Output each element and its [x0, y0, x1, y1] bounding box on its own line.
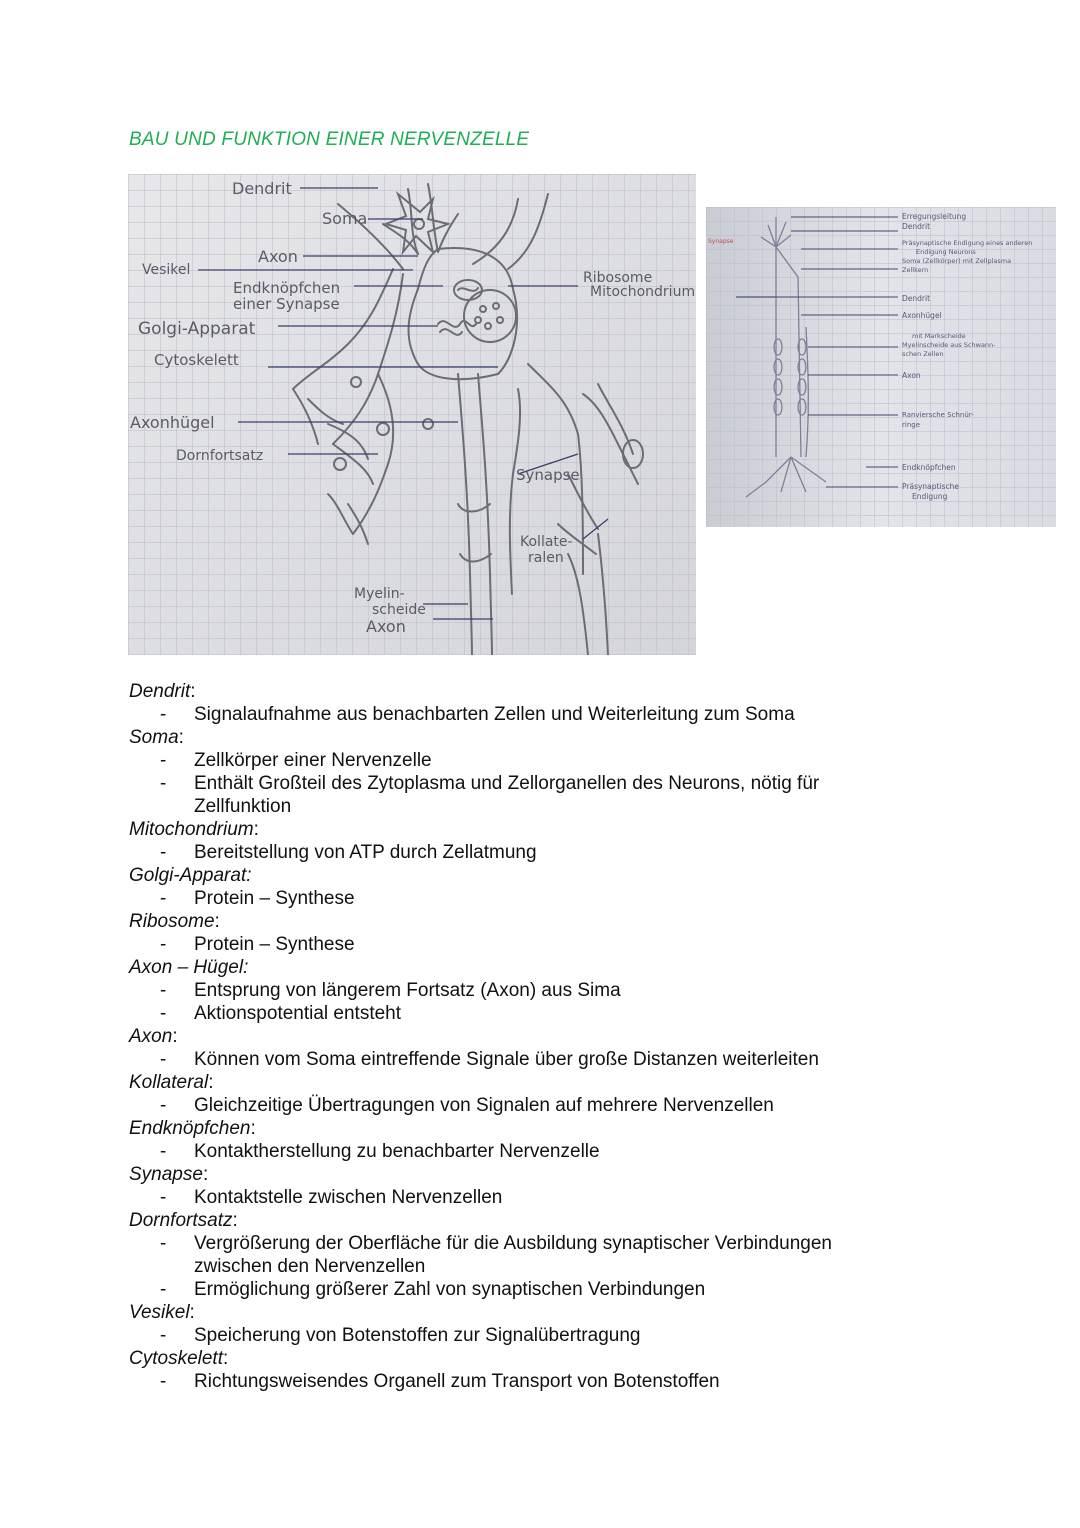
glossary-item: - Signalaufnahme aus benachbarten Zellen und Weiterleitung zum Soma [160, 704, 795, 725]
glossary-item: - Aktionspotential entsteht [160, 1003, 402, 1024]
label-golgi: Golgi-Apparat [138, 319, 256, 339]
label-endknoepfchen-2: einer Synapse [233, 295, 340, 313]
glossary-item: - Kontaktstelle zwischen Nervenzellen [160, 1187, 503, 1208]
label-cytoskelett: Cytoskelett [154, 351, 239, 369]
side-label-mark-3: schen Zellen [902, 350, 944, 358]
glossary-item: - Gleichzeitige Übertragungen von Signalen auf mehrere Nervenzellen [160, 1095, 774, 1116]
glossary-term: Endknöpfchen: [129, 1118, 256, 1139]
glossary-item: - Richtungsweisendes Organell zum Transport von Botenstoffen [160, 1371, 720, 1392]
label-axon-bottom: Axon [366, 617, 406, 636]
glossary-notes [129, 680, 989, 1393]
glossary-term: Golgi-Apparat: [129, 865, 252, 886]
glossary-term: Dendrit: [129, 681, 196, 702]
glossary-term: Synapse: [129, 1164, 209, 1185]
glossary-term: Mitochondrium: [129, 819, 259, 840]
label-mitochondrium: Mitochondrium [590, 284, 696, 300]
glossary-item: - Vergrößerung der Oberfläche für die Ausbildung synaptischer Verbindungen zwischen den Nervenzellen [160, 1233, 832, 1277]
glossary-term: Dornfortsatz: [129, 1210, 238, 1231]
side-label-zellkern: Zellkern [902, 266, 929, 274]
glossary-term: Axon – Hügel: [129, 957, 249, 978]
label-axon-top: Axon [258, 247, 298, 266]
glossary-item: - Entsprung von längerem Fortsatz (Axon) aus Sima [160, 980, 621, 1001]
page-title: BAU UND FUNKTION EINER NERVENZELLE [129, 129, 530, 150]
label-dendrit: Dendrit [232, 179, 292, 198]
side-label-ranvier-2: ringe [902, 421, 921, 429]
side-label-ranvier-1: Ranviersche Schnür- [902, 411, 974, 419]
glossary-item: - Bereitstellung von ATP durch Zellatmung [160, 842, 537, 863]
label-dornfortsatz: Dornfortsatz [176, 448, 264, 464]
neuron-schema-photo [706, 207, 1056, 527]
glossary-term: Soma: [129, 727, 184, 748]
glossary-item: - Protein – Synthese [160, 934, 355, 955]
glossary-item: - Enthält Großteil des Zytoplasma und Zellorganellen des Neurons, nötig für Zellfunktion [160, 773, 820, 817]
side-label-axon: Axon [902, 371, 921, 380]
side-label-erregung-2: Dendrit [902, 222, 931, 231]
label-endknoepfchen-1: Endknöpfchen [233, 279, 341, 297]
side-label-endknoepfchen: Endknöpfchen [902, 463, 956, 472]
label-soma: Soma [322, 209, 368, 228]
side-label-post-2: Endigung [912, 492, 948, 501]
label-myelin-1: Myelin- [354, 586, 405, 602]
glossary-term: Ribosome: [129, 911, 220, 932]
label-synapse: Synapse [516, 466, 580, 484]
glossary-term: Axon: [129, 1026, 178, 1047]
glossary-term: Vesikel: [129, 1302, 195, 1323]
label-vesikel: Vesikel [142, 262, 191, 278]
glossary-item: - Protein – Synthese [160, 888, 355, 909]
side-label-praesyn-1: Präsynaptische Endigung eines anderen [902, 239, 1033, 247]
label-myelin-2: scheide [372, 602, 426, 618]
glossary-item: - Speicherung von Botenstoffen zur Signalübertragung [160, 1325, 641, 1346]
side-label-praesyn-2: Endigung Neurons [916, 248, 976, 256]
neuron-drawing-photo [128, 174, 696, 655]
side-label-mark-1: mit Markscheide [912, 332, 966, 340]
glossary-term: Kollateral: [129, 1072, 214, 1093]
label-kollaterale-1: Kollate- [520, 534, 573, 550]
glossary-item: - Zellkörper einer Nervenzelle [160, 750, 432, 771]
side-label-mark-2: Myelinscheide aus Schwann- [902, 341, 996, 349]
side-label-axonhuegel: Axonhügel [902, 311, 942, 320]
label-kollaterale-2: ralen [528, 550, 564, 566]
side-label-soma: Soma (Zellkörper) mit Zellplasma [902, 257, 1012, 265]
glossary-item: - Ermöglichung größerer Zahl von synaptischen Verbindungen [160, 1279, 706, 1300]
label-ribosome: Ribosome [583, 270, 653, 286]
glossary-term: Cytoskelett: [129, 1348, 229, 1369]
label-axonhuegel: Axonhügel [130, 413, 215, 432]
side-label-post-1: Präsynaptische [902, 482, 959, 491]
side-label-synapse: Synapse [708, 238, 734, 245]
glossary-item: - Kontaktherstellung zu benachbarter Nervenzelle [160, 1141, 600, 1162]
glossary-item: - Können vom Soma eintreffende Signale über große Distanzen weiterleiten [160, 1049, 819, 1070]
side-label-erregung-1: Erregungsleitung [902, 212, 967, 221]
side-label-dendrit: Dendrit [902, 294, 931, 303]
